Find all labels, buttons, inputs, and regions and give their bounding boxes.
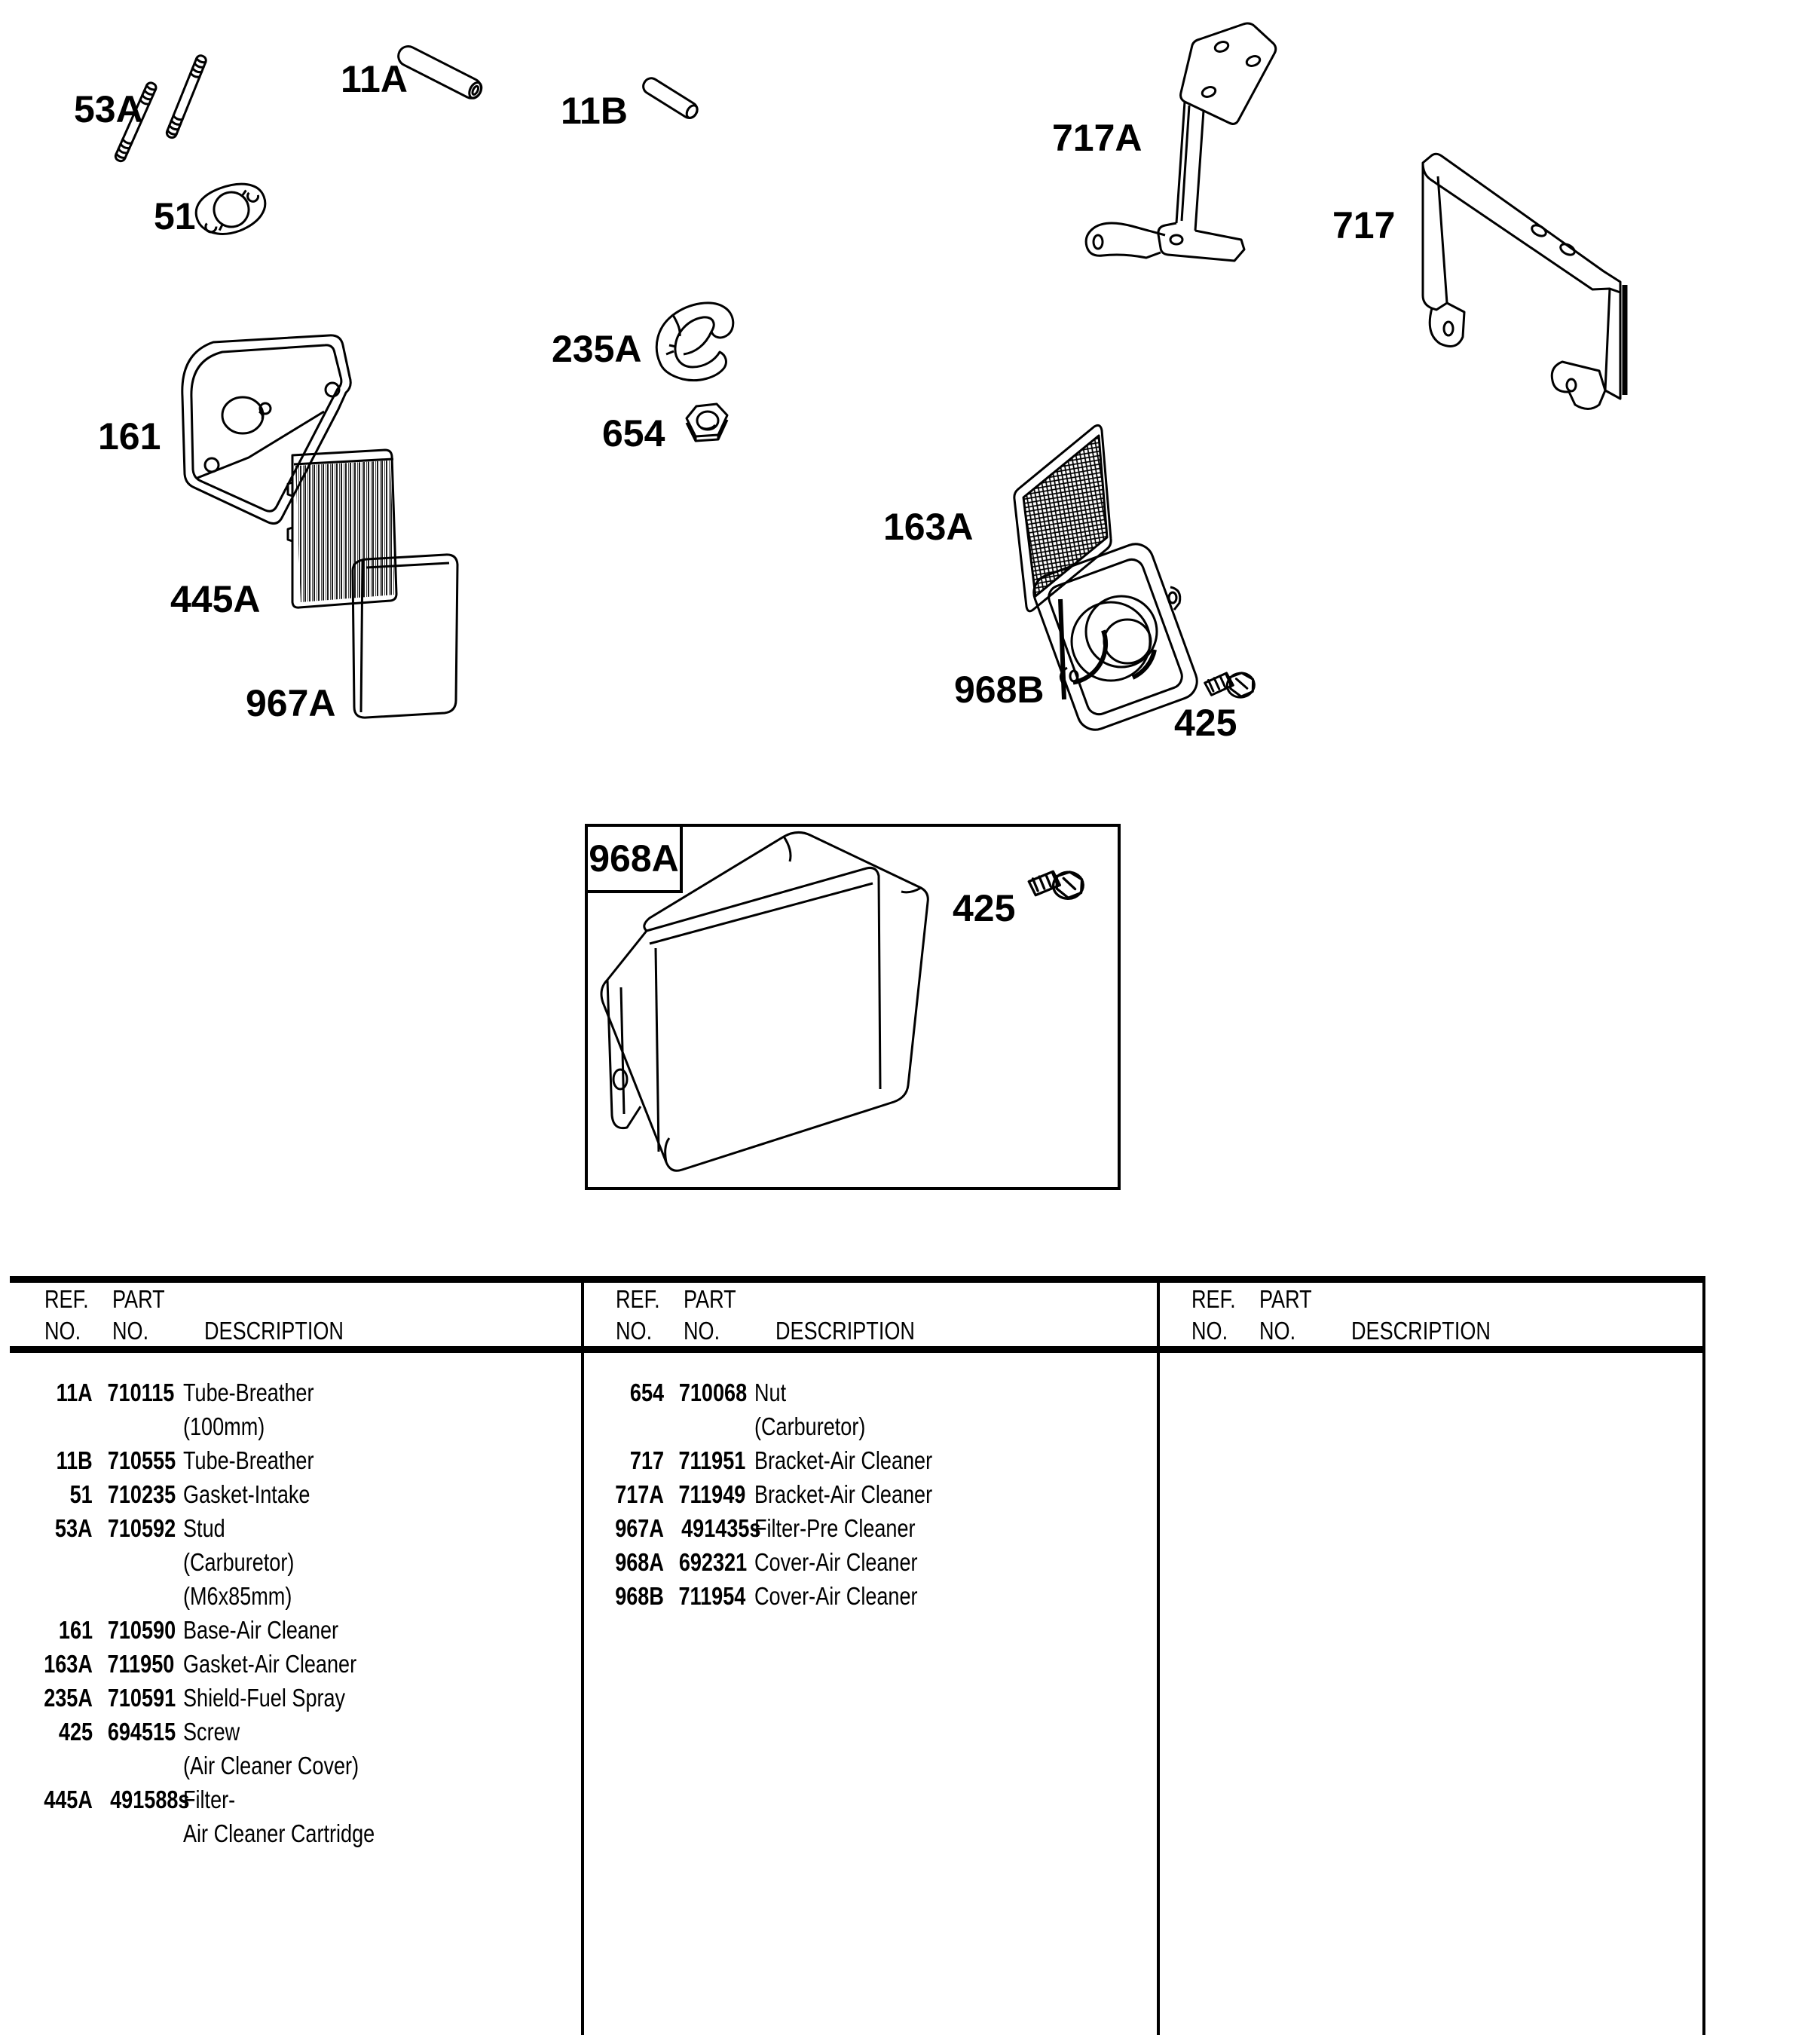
callout-967a: 967A bbox=[246, 682, 336, 724]
parts-table-column-3 bbox=[1157, 1276, 1702, 2035]
part-no: 710235 bbox=[107, 1480, 176, 1508]
ref-no: 717 bbox=[629, 1446, 664, 1474]
description: Shield-Fuel Spray bbox=[183, 1684, 346, 1712]
filter-445a-icon bbox=[288, 450, 396, 607]
callout-717a: 717A bbox=[1052, 117, 1142, 159]
callout-968a: 968A bbox=[585, 824, 683, 893]
callout-235a: 235A bbox=[552, 328, 642, 370]
column-header-ref: REF. NO. bbox=[1191, 1285, 1236, 1345]
description: Base-Air Cleaner bbox=[183, 1616, 339, 1644]
part-no: 491435s bbox=[681, 1514, 761, 1542]
ref-no: 967A bbox=[615, 1514, 664, 1542]
ref-no: 11B bbox=[56, 1446, 93, 1474]
part-no: 710591 bbox=[107, 1684, 176, 1712]
bracket-717-icon bbox=[1423, 154, 1625, 409]
callout-11a: 11A bbox=[341, 58, 408, 100]
table-row bbox=[10, 1376, 580, 1443]
callout-11b: 11B bbox=[561, 90, 628, 132]
column-header-ref: REF. NO. bbox=[44, 1285, 89, 1345]
nut-654-icon bbox=[687, 404, 727, 441]
callout-53a: 53A bbox=[74, 88, 143, 130]
ref-no: 425 bbox=[58, 1718, 93, 1746]
callout-654: 654 bbox=[602, 412, 665, 454]
table-row bbox=[581, 1545, 1155, 1579]
callout-163a: 163A bbox=[883, 506, 974, 548]
table-row bbox=[10, 1477, 580, 1511]
column-header-description: DESCRIPTION bbox=[204, 1317, 344, 1345]
column-header-description: DESCRIPTION bbox=[775, 1317, 915, 1345]
description: Bracket-Air Cleaner bbox=[754, 1446, 933, 1474]
table-row bbox=[581, 1511, 1155, 1545]
table-row bbox=[10, 1443, 580, 1477]
table-row bbox=[581, 1443, 1155, 1477]
ref-no: 53A bbox=[55, 1514, 93, 1542]
part-no: 711950 bbox=[107, 1650, 175, 1678]
description: Gasket-Air Cleaner bbox=[183, 1650, 357, 1678]
part-no: 711954 bbox=[678, 1582, 746, 1610]
part-no: 710592 bbox=[107, 1514, 176, 1542]
description: Bracket-Air Cleaner bbox=[754, 1480, 933, 1508]
description: Filter- Air Cleaner Cartridge bbox=[183, 1786, 375, 1847]
callout-161: 161 bbox=[98, 415, 161, 457]
column-header-part: PART NO. bbox=[112, 1285, 165, 1345]
column-rows bbox=[10, 1376, 580, 1850]
table-row bbox=[10, 1681, 580, 1715]
cover-968a-frame bbox=[585, 824, 1121, 1190]
table-row bbox=[10, 1783, 580, 1850]
table-row bbox=[581, 1579, 1155, 1613]
part-no: 710115 bbox=[107, 1379, 175, 1406]
tube-11a-icon bbox=[395, 43, 485, 102]
part-no: 692321 bbox=[678, 1548, 748, 1576]
table-row bbox=[10, 1715, 580, 1783]
column-header-part: PART NO. bbox=[684, 1285, 736, 1345]
ref-no: 51 bbox=[69, 1480, 93, 1508]
callout-445a: 445A bbox=[170, 578, 261, 620]
table-row bbox=[581, 1376, 1155, 1443]
description: Tube-Breather bbox=[183, 1446, 314, 1474]
callout-717: 717 bbox=[1332, 204, 1396, 246]
tube-11b-icon bbox=[641, 75, 700, 121]
description: Gasket-Intake bbox=[183, 1480, 310, 1508]
base-161-icon bbox=[182, 335, 350, 524]
ref-no: 654 bbox=[629, 1379, 664, 1406]
column-header-ref: REF. NO. bbox=[616, 1285, 660, 1345]
part-no: 694515 bbox=[107, 1718, 176, 1746]
part-no: 711951 bbox=[678, 1446, 746, 1474]
column-header-part: PART NO. bbox=[1259, 1285, 1312, 1345]
ref-no: 445A bbox=[44, 1786, 93, 1813]
parts-table-column-2 bbox=[581, 1276, 1155, 2035]
description: Cover-Air Cleaner bbox=[754, 1548, 918, 1576]
description: Stud (Carburetor) (M6x85mm) bbox=[183, 1514, 295, 1610]
parts-table-column-1 bbox=[10, 1276, 580, 2035]
gasket-163a-icon bbox=[1014, 425, 1111, 611]
table-row bbox=[10, 1511, 580, 1613]
part-no: 710590 bbox=[107, 1616, 176, 1644]
part-no: 711949 bbox=[678, 1480, 746, 1508]
ref-no: 968B bbox=[615, 1582, 664, 1610]
callout-51: 51 bbox=[154, 195, 196, 237]
table-row bbox=[581, 1477, 1155, 1511]
table-row bbox=[10, 1613, 580, 1647]
description: Nut (Carburetor) bbox=[754, 1379, 866, 1440]
callout-968b: 968B bbox=[954, 669, 1045, 711]
part-no: 710068 bbox=[678, 1379, 748, 1406]
description: Tube-Breather (100mm) bbox=[183, 1379, 314, 1440]
gasket-51-icon bbox=[191, 178, 271, 240]
shield-235a-icon bbox=[656, 303, 733, 381]
part-no: 710555 bbox=[107, 1446, 176, 1474]
description: Filter-Pre Cleaner bbox=[754, 1514, 916, 1542]
column-rows bbox=[581, 1376, 1155, 1613]
column-header-description: DESCRIPTION bbox=[1351, 1317, 1491, 1345]
ref-no: 235A bbox=[44, 1684, 93, 1712]
description: Screw (Air Cleaner Cover) bbox=[183, 1718, 359, 1779]
ref-no: 968A bbox=[615, 1548, 664, 1576]
table-right-rule bbox=[1702, 1276, 1705, 2035]
screw-425-right-icon bbox=[1204, 670, 1256, 701]
description: Cover-Air Cleaner bbox=[754, 1582, 918, 1610]
part-no: 491588s bbox=[110, 1786, 190, 1813]
ref-no: 11A bbox=[56, 1379, 93, 1406]
ref-no: 163A bbox=[44, 1650, 93, 1678]
precleaner-967a-icon bbox=[353, 555, 457, 718]
callout-425-box: 425 bbox=[953, 887, 1016, 929]
table-row bbox=[10, 1647, 580, 1681]
callout-425-right: 425 bbox=[1174, 702, 1237, 744]
ref-no: 161 bbox=[58, 1616, 93, 1644]
ref-no: 717A bbox=[615, 1480, 664, 1508]
